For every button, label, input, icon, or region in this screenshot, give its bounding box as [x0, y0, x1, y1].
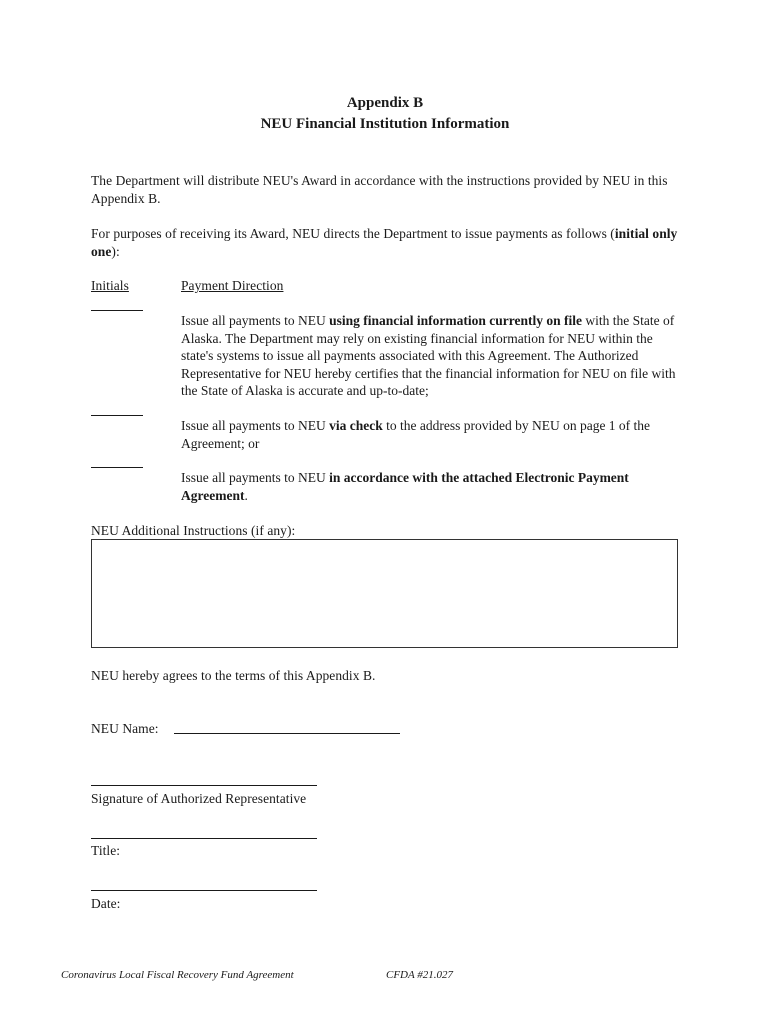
footer-agreement-name: Coronavirus Local Fiscal Recovery Fund Agreement: [61, 969, 294, 981]
option-2-post: to the address provided by NEU on page 1 of the Agreement; or: [181, 418, 651, 451]
agreement-statement: NEU hereby agrees to the terms of this Appendix B.: [91, 668, 376, 683]
direction-paragraph: [91, 225, 683, 260]
neu-name-label: NEU Name:: [91, 721, 159, 736]
option-3-bold: in accordance with the attached Electronic Payment Agreement: [181, 470, 629, 503]
option-2-text: [181, 417, 681, 452]
appendix-title: Appendix B: [346, 95, 424, 111]
signature-label: Signature of Authorized Representative: [91, 791, 307, 806]
document-title: NEU Financial Institution Information: [260, 116, 510, 132]
initials-field-option-2[interactable]: [91, 415, 143, 416]
footer-cfda-number: CFDA #21.027: [386, 969, 454, 981]
direction-text-a: For purposes of receiving its Award, NEU directs the Department to issue payments as follows (: [91, 226, 615, 241]
option-3-text: [181, 469, 681, 504]
date-label: Date:: [91, 896, 121, 911]
intro-paragraph: The Department will distribute NEU's Award in accordance with the instructions provided by NEU in this Appendix B.: [91, 173, 668, 206]
initials-column-header: Initials: [91, 278, 129, 293]
option-3-post: .: [244, 487, 248, 503]
option-1-pre: Issue all payments to NEU: [181, 313, 330, 328]
option-1-bold: using financial information currently on file: [329, 313, 582, 328]
title-field[interactable]: [91, 838, 317, 839]
additional-instructions-box[interactable]: [91, 539, 678, 648]
date-field[interactable]: [91, 890, 317, 891]
option-2-bold: via check: [329, 418, 383, 433]
additional-instructions-label: NEU Additional Instructions (if any):: [91, 523, 296, 538]
signature-field[interactable]: [91, 785, 317, 786]
payment-direction-column-header: Payment Direction: [181, 278, 284, 293]
title-label: Title:: [91, 843, 121, 858]
direction-text-b: ):: [111, 243, 120, 259]
option-3-pre: Issue all payments to NEU: [181, 470, 330, 485]
option-2-pre: Issue all payments to NEU: [181, 418, 330, 433]
neu-name-field[interactable]: [174, 733, 400, 734]
option-1-text: [181, 312, 681, 400]
direction-text-bold: initial only one: [91, 226, 678, 259]
option-1-post: with the State of Alaska. The Department may rely on existing financial information for NEU within the state's systems to issue all payments associated with this Agreement. The Authorized Representative for NEU hereby certifies that the financial information for NEU on file with the State of Alaska is accurate and up-to-date;: [181, 313, 676, 398]
initials-field-option-3[interactable]: [91, 467, 143, 468]
initials-field-option-1[interactable]: [91, 310, 143, 311]
